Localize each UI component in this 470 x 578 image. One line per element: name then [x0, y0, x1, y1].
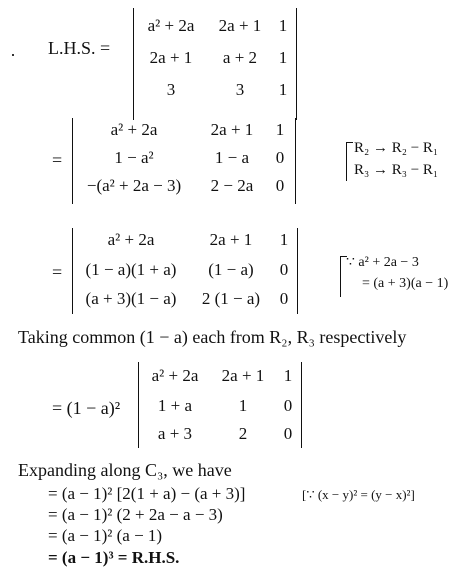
d3-r1c2: 2a + 1	[209, 230, 253, 249]
note-line-2: = (a + 3)(a − 1)	[362, 276, 449, 291]
d3-r1c3: 1	[279, 230, 289, 249]
factor-expression: = (1 − a)²	[52, 398, 121, 418]
d2-r2c3: 0	[275, 148, 285, 167]
d4-r2c3: 0	[283, 396, 293, 415]
d1-r1c3: 1	[278, 16, 288, 35]
d4-r2c1: 1 + a	[157, 396, 193, 415]
taking-common-text: Taking common (1 − a) each from R₂, R₃ respectively	[18, 327, 407, 347]
d1-r2c2: a + 2	[222, 48, 258, 67]
equals-3: =	[52, 262, 63, 282]
d4-r1c1: a² + 2a	[151, 366, 199, 385]
step-4: = (a − 1)³ = R.H.S.	[48, 548, 180, 567]
step-1-note: [∵ (x − y)² = (y − x)²]	[302, 487, 415, 502]
step-1: = (a − 1)² [2(1 + a) − (a + 3)]	[48, 484, 246, 503]
d1-r3c2: 3	[235, 80, 245, 99]
d2-r3c1: −(a² + 2a − 3)	[86, 176, 182, 195]
d1-r2c1: 2a + 1	[149, 48, 193, 67]
d3-r2c1: (1 − a)(1 + a)	[85, 260, 177, 279]
d2-r1c3: 1	[275, 120, 285, 139]
d4-r3c1: a + 3	[157, 424, 193, 443]
determinant-3	[72, 228, 298, 314]
d2-r2c2: 1 − a	[214, 148, 250, 167]
d2-r1c1: a² + 2a	[110, 120, 158, 139]
note-line-1: ∵ a² + 2a − 3	[346, 255, 419, 270]
equals-2: =	[52, 150, 63, 170]
d3-r2c3: 0	[279, 260, 289, 279]
d2-r1c2: 2a + 1	[210, 120, 254, 139]
determinant-4	[138, 362, 302, 448]
d1-r1c2: 2a + 1	[218, 16, 262, 35]
d3-r2c2: (1 − a)	[208, 260, 254, 279]
d3-r3c2: 2 (1 − a)	[201, 289, 261, 308]
lhs-label: L.H.S. =	[48, 38, 111, 58]
d2-r3c3: 0	[275, 176, 285, 195]
d3-r1c1: a² + 2a	[107, 230, 155, 249]
d1-r3c3: 1	[278, 80, 288, 99]
d4-r1c2: 2a + 1	[221, 366, 265, 385]
d1-r1c1: a² + 2a	[147, 16, 195, 35]
d4-r2c2: 1	[238, 396, 248, 415]
row-ops-bracket	[346, 142, 353, 181]
d4-r3c2: 2	[238, 424, 248, 443]
step-2: = (a − 1)² (2 + 2a − a − 3)	[48, 505, 223, 524]
d2-r3c2: 2 − 2a	[210, 176, 254, 195]
d1-r2c3: 1	[278, 48, 288, 67]
row-op-2: R₃ → R₃ − R₁	[354, 162, 439, 178]
determinant-1	[133, 8, 297, 120]
row-op-1: R₂ → R₂ − R₁	[354, 140, 439, 156]
d1-r3c1: 3	[166, 80, 176, 99]
expanding-text: Expanding along C₃, we have	[18, 460, 232, 480]
d3-r3c1: (a + 3)(1 − a)	[85, 289, 177, 308]
d4-r3c3: 0	[283, 424, 293, 443]
determinant-2	[72, 118, 296, 204]
step-3: = (a − 1)² (a − 1)	[48, 526, 163, 545]
d2-r2c1: 1 − a²	[114, 148, 154, 167]
stray-dot	[12, 54, 14, 56]
d3-r3c3: 0	[279, 289, 289, 308]
d4-r1c3: 1	[283, 366, 293, 385]
